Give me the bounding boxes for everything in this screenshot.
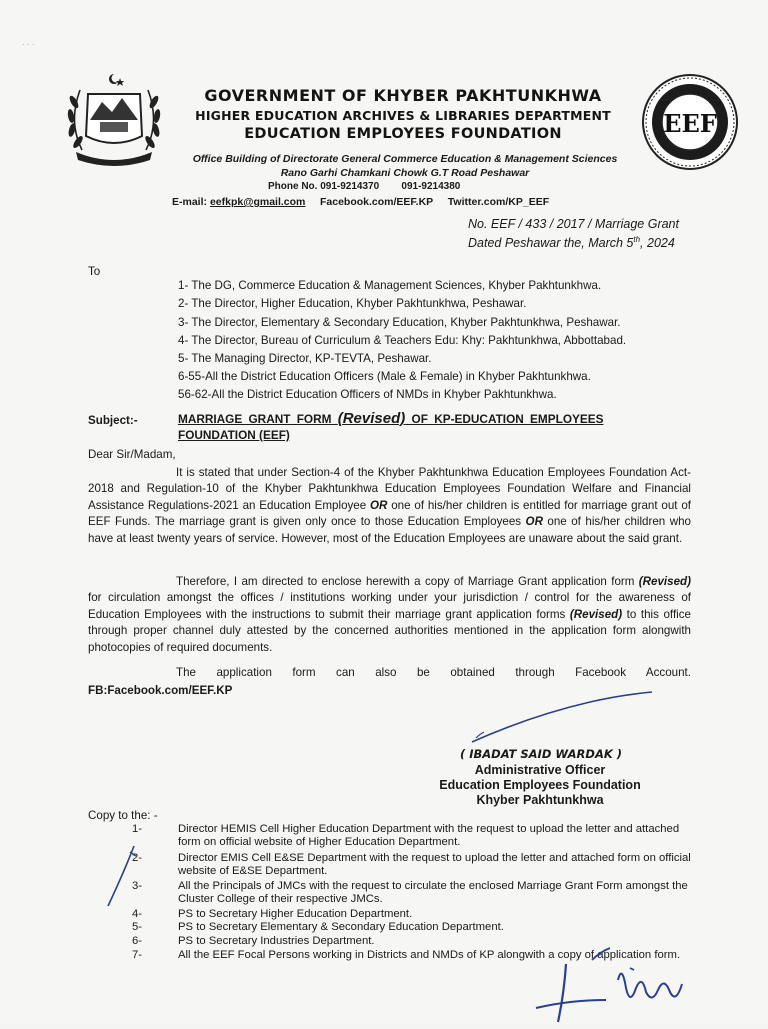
recipient-4: 4- The Director, Bureau of Curriculum & Teachers Edu: Khy: Pakhtunkhwa, Abbottabad.	[178, 334, 627, 347]
copy-item-5: PS to Secretary Elementary & Secondary Education Department.	[178, 921, 504, 933]
phone-number	[268, 181, 460, 192]
reference-date: Dated Peshawar the, March 5th, 2024	[468, 235, 675, 251]
body-paragraph-2: Therefore, I am directed to enclose herewith a copy of Marriage Grant application form (Revised) for circulation amongst the offices / institutions working under your jurisdiction / control for the awareness of Education Employees with the instructions to submit their marriage grant application forms (Revised) to this office through proper channel duly attested by the concerned authorities mentioned in the application form alongwith photocopies of required documents.	[88, 575, 691, 654]
department-title: HIGHER EDUCATION ARCHIVES & LIBRARIES DEPARTMENT	[195, 108, 611, 123]
contact-line	[172, 196, 549, 208]
eef-logo-text: EEF	[663, 109, 717, 138]
twitter-link[interactable]: Twitter.com/KP_EEF	[447, 196, 550, 208]
copy-item-number: 6-	[132, 935, 143, 947]
email-link[interactable]: eefkpk@gmail.com	[209, 196, 306, 208]
recipient-5: 5- The Managing Director, KP-TEVTA, Peshawar.	[178, 352, 432, 365]
copy-item-number: 2-	[132, 852, 143, 864]
recipient-6: 6-55-All the District Education Officers (Male & Female) in Khyber Pakhtunkhwa.	[178, 370, 591, 383]
pen-tick-mark	[100, 842, 143, 912]
copy-item-number: 1-	[132, 823, 143, 835]
subject-text: MARRIAGE GRANT FORM (Revised) OF KP-EDUCATION EMPLOYEES	[178, 410, 604, 427]
copy-item-number: 5-	[132, 921, 143, 933]
email-label: E-mail:	[172, 196, 208, 208]
scan-mark: · · ·	[22, 40, 35, 49]
subject-label: Subject:-	[88, 414, 138, 427]
copy-item-3: All the Principals of JMCs with the request to circulate the enclosed Marriage Grant Form amongst the Cluster College of their respective JMCs.	[178, 880, 688, 906]
body-paragraph-3: The application form can also be obtained through Facebook Account.	[176, 666, 691, 679]
to-label: To	[88, 265, 101, 278]
signatory-title: Administrative Officer	[474, 763, 606, 777]
copy-item-4: PS to Secretary Higher Education Department.	[178, 908, 413, 920]
copy-item-number: 3-	[132, 880, 143, 892]
address-line-2: Rano Garhi Chamkani Chowk G.T Road Peshawar	[280, 167, 530, 179]
signatory-name: ( IBADAT SAID WARDAK )	[459, 747, 623, 761]
foundation-title: EDUCATION EMPLOYEES FOUNDATION	[244, 126, 562, 142]
recipient-1: 1- The DG, Commerce Education & Management Sciences, Khyber Pakhtunkhwa.	[178, 279, 602, 292]
recipient-2: 2- The Director, Higher Education, Khyber Pakhtunkhwa, Peshawar.	[178, 297, 527, 310]
address-line-1: Office Building of Directorate General Commerce Education & Management Sciences	[192, 153, 618, 165]
copy-item-6: PS to Secretary Industries Department.	[178, 935, 375, 947]
facebook-link[interactable]: Facebook.com/EEF.KP	[319, 196, 434, 208]
recipient-3: 3- The Director, Elementary & Secondary Education, Khyber Pakhtunkhwa, Peshawar.	[178, 316, 621, 329]
body-paragraph-1: It is stated that under Section-4 of the Khyber Pakhtunkhwa Education Employees Foundation Act-2018 and Regulation-10 of the Khyber Pakhtunkhwa Education Employees Foundation Welfare and Financial Assistance Regulations-2021 an Education Employee OR one of his/her children is entitled for marriage grant out of EEF Funds. The marriage grant is given only once to those Education Employees OR one of his/her children who have at least twenty years of service. However, most of the Education Employees are unaware about the said grant.	[88, 466, 691, 545]
copy-item-1: Director HEMIS Cell Higher Education Department with the request to upload the letter and attached form on official website of Higher Education Department.	[178, 823, 680, 849]
subject-revised: (Revised)	[337, 410, 406, 427]
copy-item-number: 4-	[132, 908, 143, 920]
signatory-organization: Education Employees Foundation	[439, 778, 641, 792]
facebook-account-link[interactable]: FB:Facebook.com/EEF.KP	[88, 684, 233, 697]
copy-item-2: Director EMIS Cell E&SE Department with the request to upload the letter and attached form on official website of E&SE Department.	[178, 852, 691, 878]
copy-to-label: Copy to the: -	[88, 809, 158, 822]
handwritten-initials	[530, 944, 710, 1024]
signatory-province: Khyber Pakhtunkhwa	[476, 793, 604, 807]
phone-1: Phone No. 091-9214370	[268, 181, 380, 192]
copy-item-number: 7-	[132, 949, 143, 961]
phone-2: 091-9214380	[401, 181, 461, 192]
subject-text-line-2: FOUNDATION (EEF)	[178, 428, 290, 442]
copy-item-7: All the EEF Focal Persons working in Districts and NMDs of KP alongwith a copy of application form.	[178, 949, 681, 961]
government-title: GOVERNMENT OF KHYBER PAKHTUNKHWA	[204, 86, 602, 105]
recipient-7: 56-62-All the District Education Officers of NMDs in Khyber Pakhtunkhwa.	[178, 388, 557, 401]
salutation: Dear Sir/Madam,	[88, 448, 176, 461]
reference-number: No. EEF / 433 / 2017 / Marriage Grant	[468, 217, 679, 231]
officer-signature	[470, 686, 660, 746]
